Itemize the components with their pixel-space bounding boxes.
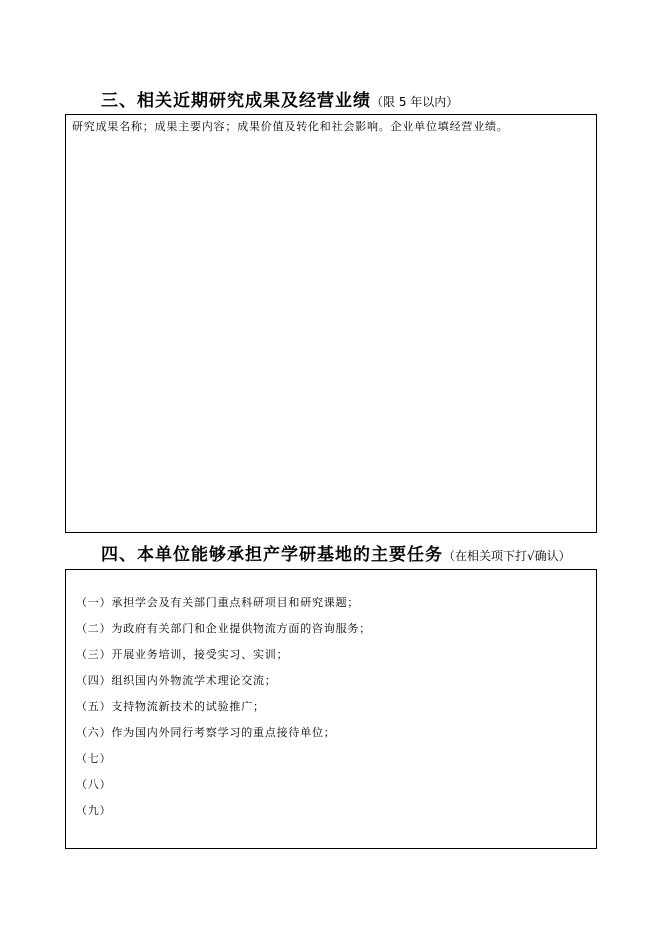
section-4-title: 四、本单位能够承担产学研基地的主要任务 xyxy=(101,545,443,565)
task-item-5[interactable]: （五）支持物流新技术的试验推广； xyxy=(76,700,265,713)
section-3-note: （限 5 年以内） xyxy=(371,95,459,109)
research-results-prompt: 研究成果名称；成果主要内容；成果价值及转化和社会影响。企业单位填经营业绩。 xyxy=(72,120,509,133)
task-item-1[interactable]: （一）承担学会及有关部门重点科研项目和研究课题； xyxy=(76,596,360,609)
task-item-2[interactable]: （二）为政府有关部门和企业提供物流方面的咨询服务； xyxy=(76,622,371,635)
main-tasks-box xyxy=(65,569,597,849)
task-item-7[interactable]: （七） xyxy=(76,752,112,765)
task-item-3[interactable]: （三）开展业务培训，接受实习、实训； xyxy=(76,648,289,661)
task-list xyxy=(76,590,371,824)
section-3-heading xyxy=(101,86,458,111)
research-results-field[interactable] xyxy=(65,114,597,533)
section-3-title: 三、相关近期研究成果及经营业绩 xyxy=(101,91,371,111)
section-4-heading xyxy=(101,540,571,565)
task-item-4[interactable]: （四）组织国内外物流学术理论交流； xyxy=(76,674,277,687)
task-item-8[interactable]: （八） xyxy=(76,778,112,791)
task-item-6[interactable]: （六）作为国内外同行考察学习的重点接待单位； xyxy=(76,726,336,739)
task-item-9[interactable]: （九） xyxy=(76,804,112,817)
section-4-note: （在相关项下打√确认） xyxy=(443,549,571,563)
